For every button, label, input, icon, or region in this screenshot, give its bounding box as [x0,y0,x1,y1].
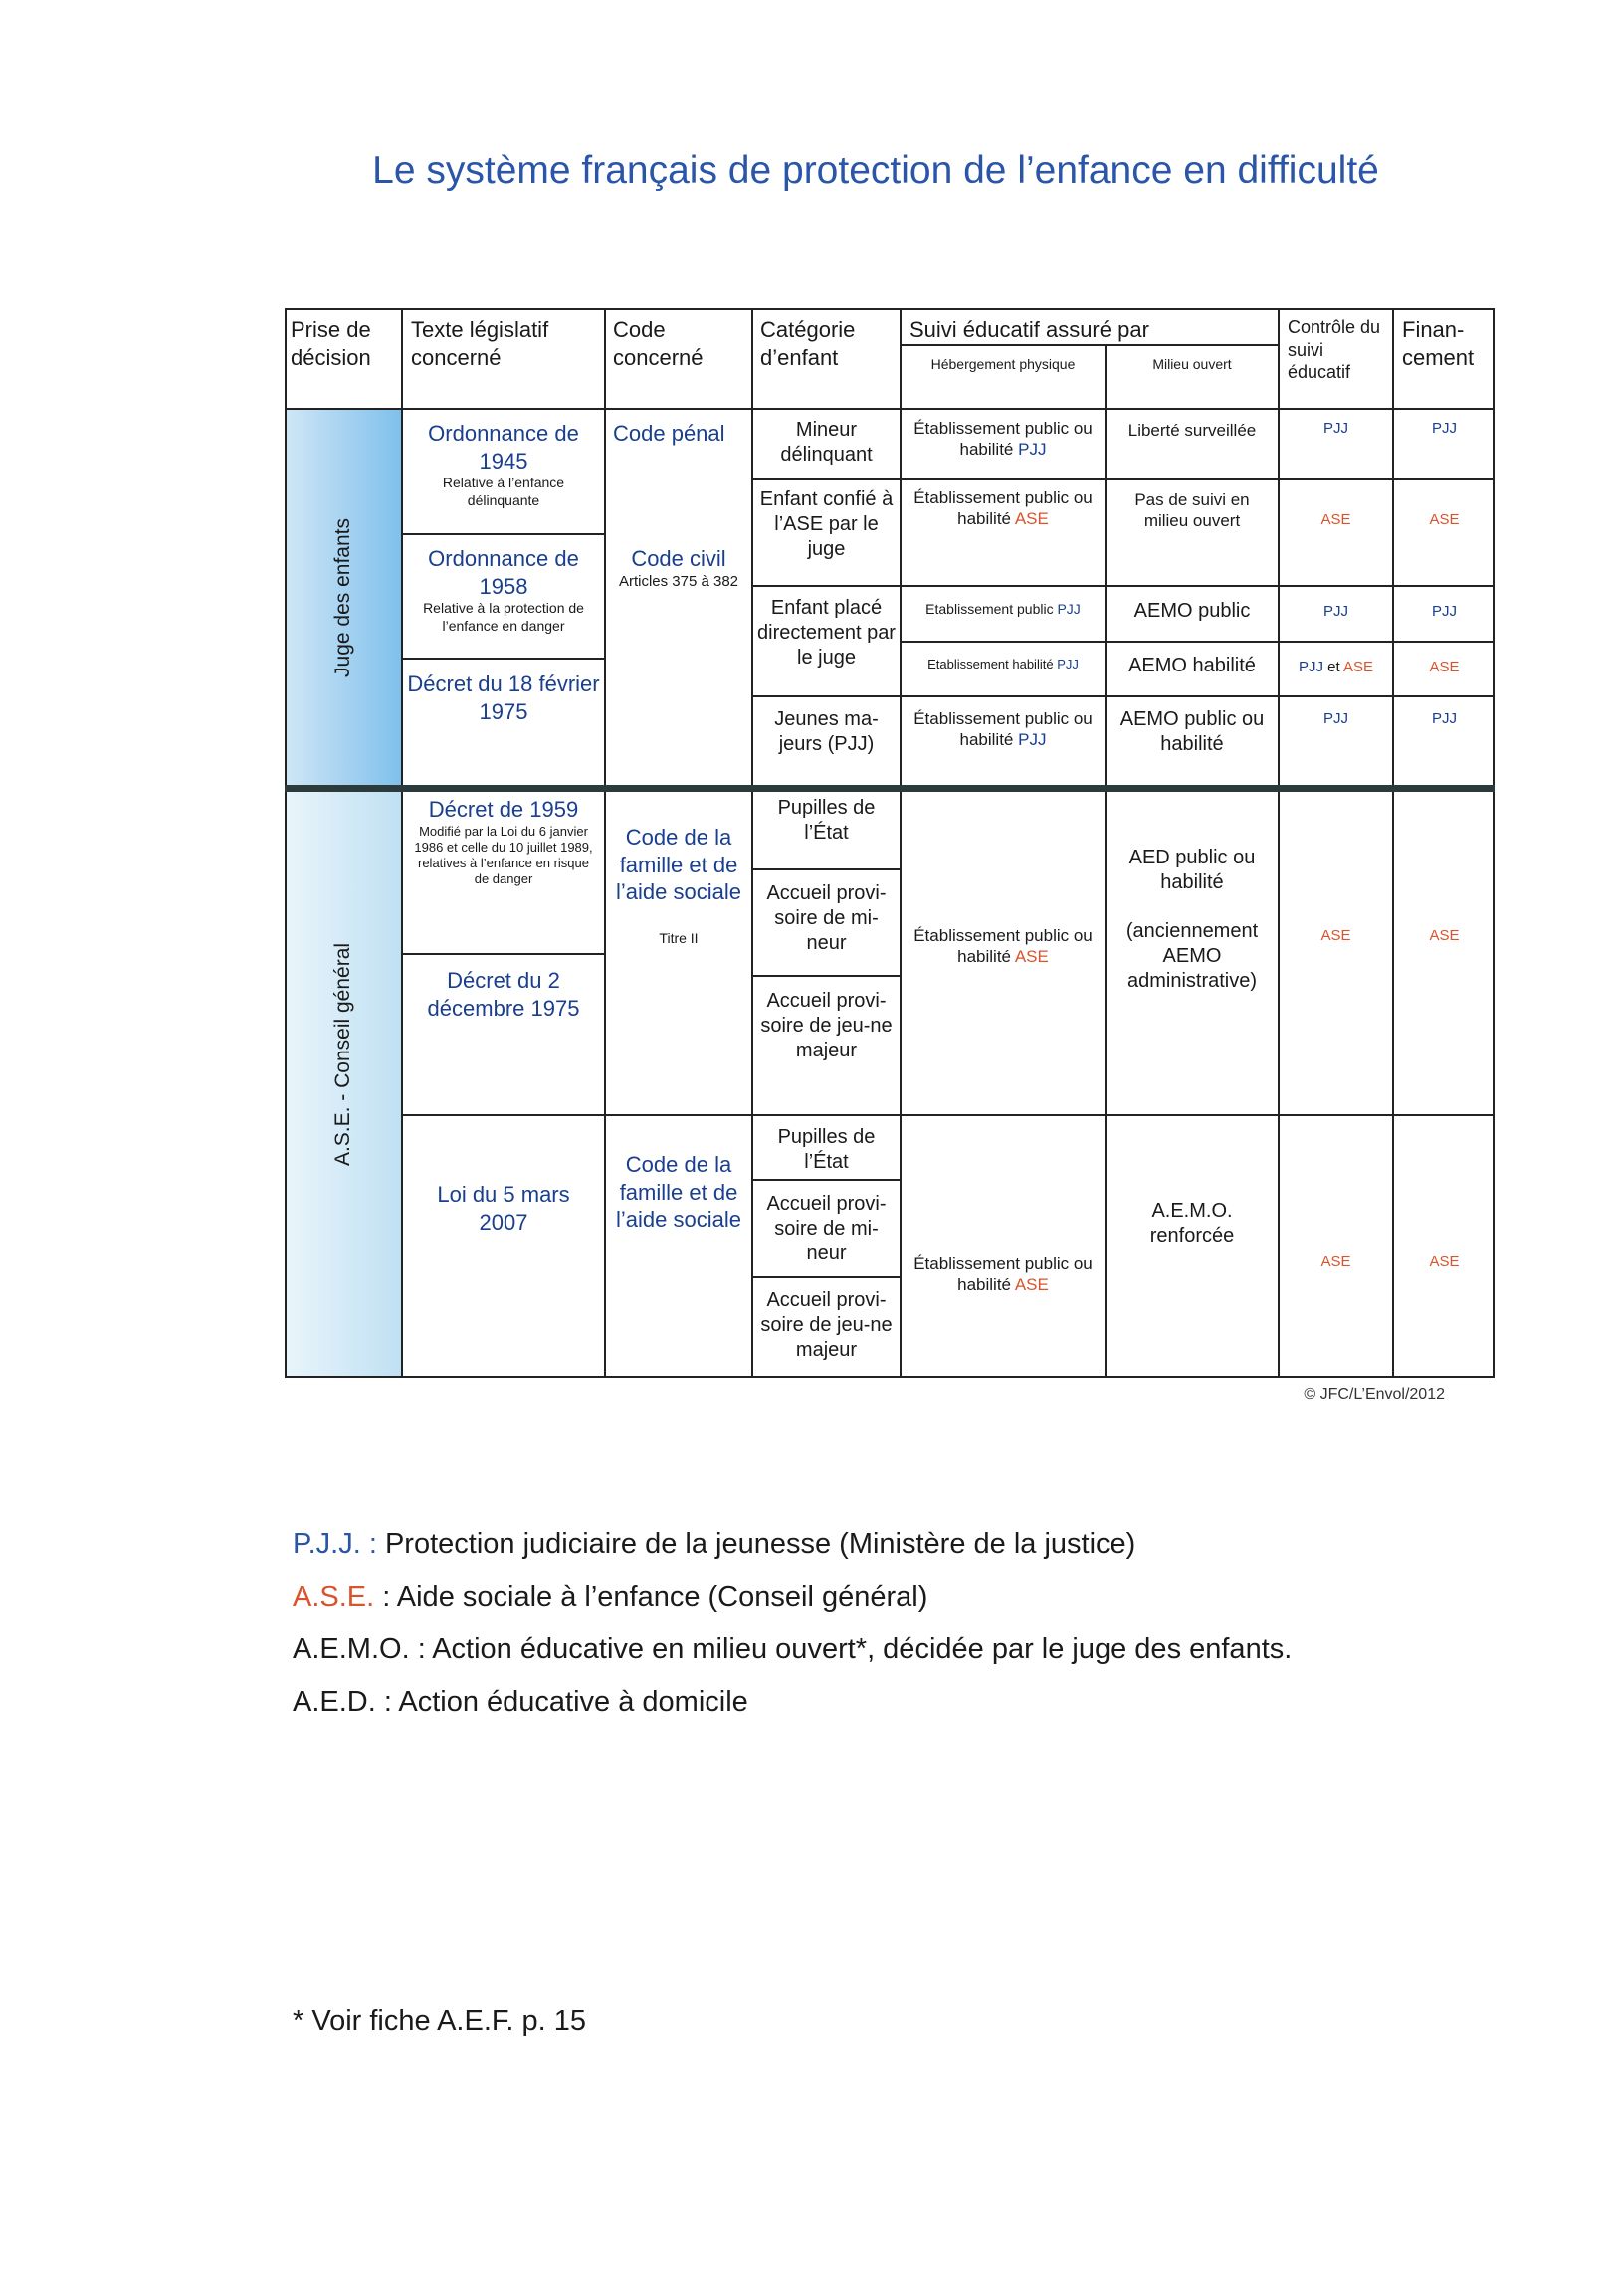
grid-line [401,953,604,955]
grid-line [401,1114,1495,1116]
grid-line [751,1276,900,1278]
aed-ancien-text: (anciennement AEMO administrative) [1125,920,1259,992]
cell-text: Établissement public ou habilité [913,709,1093,750]
hebergement-ase-1 [902,923,1105,970]
header-controle: Contrôle du suivi éducatif [1288,317,1381,382]
hebergement-row-5 [902,706,1105,753]
controle-ase-2: ASE [1320,1253,1351,1270]
grid-line [1392,308,1394,1378]
grid-line [604,308,606,1378]
section-label-ase: A.S.E. - Conseil général [331,942,354,1167]
hebergement-row-1 [902,416,1105,463]
texte-subtitle: Relative à l’enfance délinquante [442,475,565,508]
texte-title: Ordonnance de 1958 [428,546,579,599]
et-text: et [1327,659,1340,675]
pjj-tag: PJJ [1057,601,1081,617]
milieu-aed [1107,844,1278,996]
controle-row-1: PJJ [1322,420,1348,437]
legend-aemo [293,1633,1292,1666]
cell-text: Etablissement public [925,601,1054,617]
texte-ordonnance-1945 [403,418,604,511]
header-financement: Finan-cement [1402,317,1475,370]
milieu-aemo-public: AEMO public [1133,600,1251,622]
legend-aed [293,1686,748,1719]
controle-row-3: PJJ [1322,603,1348,620]
header-hebergement: Hébergement physique [930,356,1076,372]
financement-row-4: ASE [1429,659,1460,675]
ase-tag: ASE [1014,947,1049,967]
ase-tag: ASE [1014,509,1049,529]
milieu-aemo-habilite: AEMO habilité [1128,655,1256,676]
header-prise: Prise de décision [291,317,371,370]
categorie-pupilles-2: Pupilles de l’État [777,1126,876,1173]
texte-decret-1959 [403,794,604,890]
footnote: * Voir fiche A.E.F. p. 15 [293,2006,586,2037]
code-subtitle: Titre II [659,929,699,946]
texte-title: Décret de 1959 [428,797,579,822]
grid-line [751,975,900,977]
grid-line [401,658,604,660]
grid-line [751,868,900,870]
page-title: Le système français de protection de l’enfance en difficulté [372,149,1379,192]
grid-line [900,308,902,1378]
texte-title: Ordonnance de 1945 [428,421,579,474]
ase-tag: ASE [1014,1275,1049,1295]
section-label-juge: Juge des enfants [331,518,354,677]
header-suivi: Suivi éducatif assuré par [909,317,1149,342]
pjj-tag: PJJ [1298,659,1323,675]
cell-text: Etablissement habilité [927,657,1054,671]
legend-abbr: A.S.E. [293,1581,375,1613]
legend-text: : Action éducative à domicile [375,1686,748,1718]
grid-line [900,641,1495,643]
code-penal: Code pénal [613,421,725,446]
legend-ase [293,1581,927,1614]
financement-row-5: PJJ [1431,710,1457,727]
hebergement-row-4 [902,655,1105,674]
legend-pjj [293,1528,1135,1561]
grid-line [1278,308,1280,1378]
aed-text: AED public ou habilité [1128,847,1256,893]
grid-line [285,408,1495,410]
milieu-aemo-public-ou: AEMO public ou habilité [1119,708,1265,755]
cell-text: Établissement public ou habilité [913,488,1093,529]
pjj-tag: PJJ [1018,440,1047,460]
categorie-place: Enfant placé directement par le juge [757,597,896,669]
categorie-pupilles-1: Pupilles de l’État [777,797,876,844]
grid-line [751,1179,900,1181]
categorie-confie: Enfant confié à l’ASE par le juge [759,488,894,560]
financement-row-2: ASE [1429,511,1460,528]
categorie-accueil-majeur-1: Accueil provi-soire de jeu-ne majeur [760,990,893,1061]
categorie-jeunes: Jeunes ma-jeurs (PJJ) [774,708,879,755]
legend-abbr: P.J.J. : [293,1528,377,1560]
financement-row-1: PJJ [1431,420,1457,437]
code-title: Code civil [631,546,726,571]
categorie-mineur: Mineur délinquant [780,419,873,466]
controle-ase-1: ASE [1320,927,1351,944]
cell-text: Établissement public ou habilité [913,926,1093,967]
milieu-aemo-renforcee: A.E.M.O. renforcée [1149,1200,1235,1246]
grid-line [751,695,1495,697]
section-divider [285,785,1495,792]
milieu-pas-suivi: Pas de suivi en milieu ouvert [1134,490,1250,531]
financement-ase-1: ASE [1429,927,1460,944]
controle-row-5: PJJ [1322,710,1348,727]
ase-tag: ASE [1343,659,1374,675]
texte-decret-1975b: Décret du 2 décembre 1975 [427,968,580,1021]
categorie-accueil-mineur-2: Accueil provi-soire de mi-neur [766,1193,887,1264]
texte-ordonnance-1958 [403,543,604,637]
code-subtitle: Articles 375 à 382 [618,572,739,590]
header-texte: Texte législatif concerné [411,317,549,370]
code-civil [606,543,751,593]
categorie-accueil-mineur-1: Accueil provi-soire de mi-neur [766,882,887,954]
texte-decret-1975a: Décret du 18 février 1975 [407,671,600,724]
texte-subtitle: Modifié par la Loi du 6 janvier 1986 et celle du 10 juillet 1989, relatives à l’enfance en risque de danger [414,823,593,887]
grid-line [751,585,1495,587]
legend-text: Protection judiciaire de la jeunesse (Ministère de la justice) [376,1528,1136,1560]
grid-line [401,533,604,535]
hebergement-row-2 [902,485,1105,532]
grid-line [751,478,1495,480]
copyright: © JFC/L’Envol/2012 [1304,1386,1445,1403]
hebergement-row-3 [902,599,1105,621]
categorie-accueil-majeur-2: Accueil provi-soire de jeu-ne majeur [760,1289,893,1361]
cell-text: Établissement public ou habilité [913,1254,1093,1295]
controle-row-4 [1280,657,1392,679]
code-famille-2: Code de la famille et de l’aide sociale [616,1152,741,1232]
milieu-liberte: Liberté surveillée [1127,421,1257,440]
hebergement-ase-2 [902,1251,1105,1298]
financement-row-3: PJJ [1431,603,1457,620]
financement-ase-2: ASE [1429,1253,1460,1270]
legend-abbr: A.E.M.O. [293,1633,410,1665]
legend-text: : Action éducative en milieu ouvert*, décidée par le juge des enfants. [409,1633,1293,1665]
pjj-tag: PJJ [1057,657,1079,671]
texte-subtitle: Relative à la protection de l’enfance en danger [423,600,584,634]
legend-text: : Aide sociale à l’enfance (Conseil général) [374,1581,928,1613]
texte-loi-2007: Loi du 5 mars 2007 [437,1182,570,1235]
code-famille-1 [609,822,748,949]
header-code: Code concerné [613,317,704,370]
controle-row-2: ASE [1320,511,1351,528]
legend-abbr: A.E.D. [293,1686,376,1718]
header-milieu: Milieu ouvert [1152,356,1232,372]
code-title: Code de la famille et de l’aide sociale [616,825,741,904]
cell-text: Établissement public ou habilité [913,419,1093,460]
header-categorie: Catégorie d’enfant [760,317,856,370]
pjj-tag: PJJ [1018,730,1047,750]
